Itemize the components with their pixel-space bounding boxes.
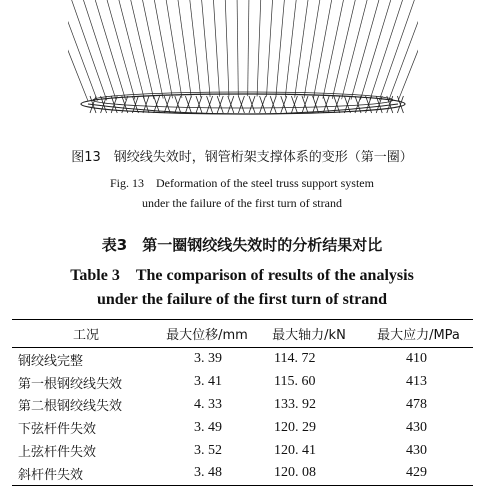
- table-title-zh: 表3 第一圈钢绞线失效时的分析结果对比: [101, 236, 383, 254]
- cell-condition: 斜杆件失效: [12, 462, 160, 485]
- figure-caption-zh: 图13 钢绞线失效时，钢管桁架支撑体系的变形（第一圈）: [71, 150, 413, 165]
- cell-stress: 430: [406, 442, 427, 458]
- cell-stress: 413: [406, 374, 427, 390]
- header-max-displacement: 最大位移/mm: [160, 320, 254, 348]
- cell-condition: 第二根钢绞线失效: [18, 399, 123, 415]
- strand-line: [68, 0, 97, 101]
- strand-line: [332, 0, 355, 99]
- table-title-en-line2: under the failure of the first turn of strand: [96, 291, 388, 308]
- strand-line: [276, 0, 284, 97]
- cell-stress: 478: [406, 396, 427, 412]
- strand-line: [68, 0, 88, 101]
- strand-line: [72, 0, 107, 100]
- strand-line: [178, 0, 191, 98]
- cell-stress: 410: [406, 351, 427, 367]
- table-row: [12, 439, 473, 462]
- truss-ring-outer: [81, 94, 405, 114]
- cell-axial-force: 133. 92: [274, 396, 316, 412]
- header-max-stress: 最大应力/MPa: [364, 320, 473, 348]
- table-row: [12, 348, 473, 371]
- cell-axial-force: 115. 60: [274, 374, 316, 390]
- cell-condition: 钢绞线完整: [18, 353, 84, 369]
- figure-caption-en-line1: Fig. 13 Deformation of the steel truss support system: [110, 176, 374, 190]
- cell-displacement: 3. 39: [194, 351, 222, 367]
- strand-line: [213, 0, 219, 97]
- table-title-en-line1: Table 3 The comparison of results of the analysis: [70, 267, 414, 284]
- cell-stress: 429: [364, 462, 473, 485]
- strand-line: [143, 0, 164, 99]
- strand-line: [131, 0, 154, 99]
- strand-line: [323, 0, 344, 99]
- cell-axial-force: 114. 72: [274, 351, 316, 367]
- table-row: [12, 394, 473, 417]
- cell-condition: 上弦杆件失效: [18, 445, 97, 461]
- truss-deformation-figure: [68, 0, 418, 128]
- strand-line: [257, 0, 261, 96]
- figure-caption-en-line2: under the failure of the first turn of strand: [142, 196, 342, 210]
- strand-line: [202, 0, 210, 97]
- strand-line: [237, 0, 238, 96]
- strand-line: [379, 0, 414, 100]
- cell-axial-force: 120. 08: [254, 462, 364, 485]
- strand-line: [119, 0, 144, 99]
- strand-line: [166, 0, 182, 98]
- cell-condition: 第一根钢绞线失效: [18, 376, 123, 392]
- cell-displacement: 3. 41: [194, 374, 222, 390]
- strand-line: [398, 0, 418, 101]
- cell-displacement: 4. 33: [194, 396, 222, 412]
- cell-condition: 下弦杆件失效: [18, 422, 97, 438]
- table-header-row: [12, 320, 473, 348]
- results-table: [12, 319, 473, 486]
- strand-line: [190, 0, 201, 97]
- cell-axial-force: 120. 41: [274, 442, 316, 458]
- strand-line: [248, 0, 249, 96]
- cell-axial-force: 120. 29: [274, 419, 316, 435]
- cell-stress: 430: [406, 419, 427, 435]
- strand-line: [154, 0, 172, 98]
- strand-line: [342, 0, 367, 99]
- header-condition: 工况: [12, 320, 160, 348]
- cell-displacement: 3. 48: [160, 462, 254, 485]
- header-max-axial-force: 最大轴力/kN: [254, 320, 364, 348]
- table-row: [12, 371, 473, 394]
- strand-line: [389, 0, 418, 101]
- strand-line: [285, 0, 296, 97]
- strand-line: [225, 0, 229, 96]
- strand-line: [266, 0, 272, 97]
- cell-displacement: 3. 49: [194, 419, 222, 435]
- strand-line: [304, 0, 320, 98]
- strand-line: [313, 0, 331, 98]
- table-row: [12, 462, 473, 485]
- strand-line: [295, 0, 308, 98]
- cell-displacement: 3. 52: [194, 442, 222, 458]
- table-row: [12, 416, 473, 439]
